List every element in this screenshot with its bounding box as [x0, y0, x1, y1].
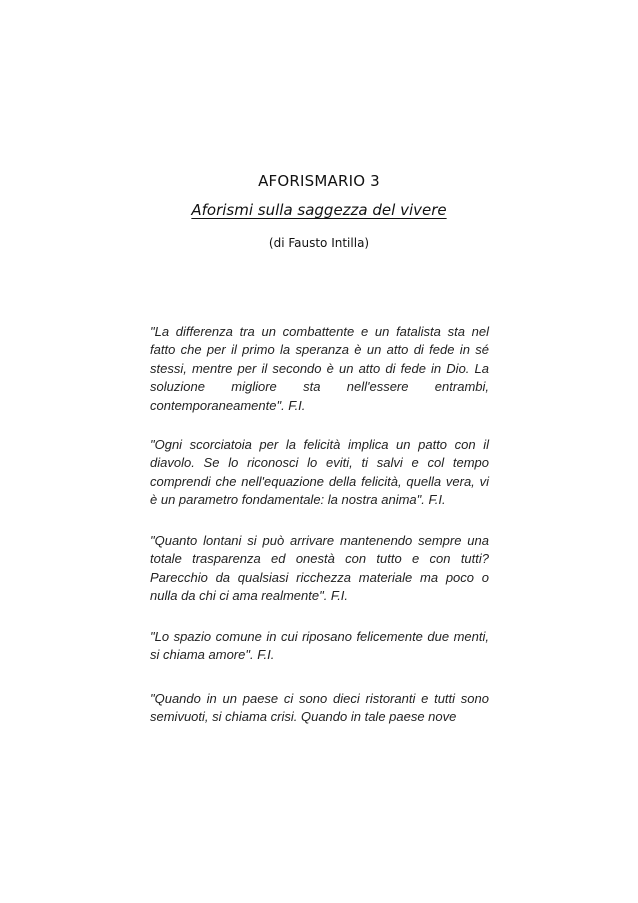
author-line: (di Fausto Intilla): [268, 236, 370, 250]
aphorism-paragraph: "Ogni scorciatoia per la felicità implica un patto con il diavolo. Se lo riconosci lo eviti, ti salvi e col tempo comprendi che nell'equazione della felicità, quella vera, vi è un parametro fondamentale: la nostra anima". F.I.: [150, 437, 489, 508]
document-title: AFORISMARIO 3: [258, 172, 380, 190]
aphorism-paragraph: "Quando in un paese ci sono dieci ristoranti e tutti sono semivuoti, si chiama crisi. Quando in tale paese nove: [150, 691, 489, 725]
aphorism-paragraph: "Lo spazio comune in cui riposano felicemente due menti, si chiama amore". F.I.: [150, 629, 489, 663]
aphorism-paragraph: "La differenza tra un combattente e un fatalista sta nel fatto che per il primo la speranza è un atto di fede in sé stessi, mentre per il secondo è un atto di fede in Dio. La soluzione migliore sta nell'essere entrambi, contemporaneamente". F.I.: [150, 324, 489, 413]
document-subtitle: Aforismi sulla saggezza del vivere: [191, 201, 447, 219]
aphorism-paragraph: "Quanto lontani si può arrivare mantenendo sempre una totale trasparenza ed onestà con tutto e con tutti? Parecchio da qualsiasi ricchezza materiale ma poco o nulla da chi ci ama realmente". F.I.: [150, 533, 489, 604]
